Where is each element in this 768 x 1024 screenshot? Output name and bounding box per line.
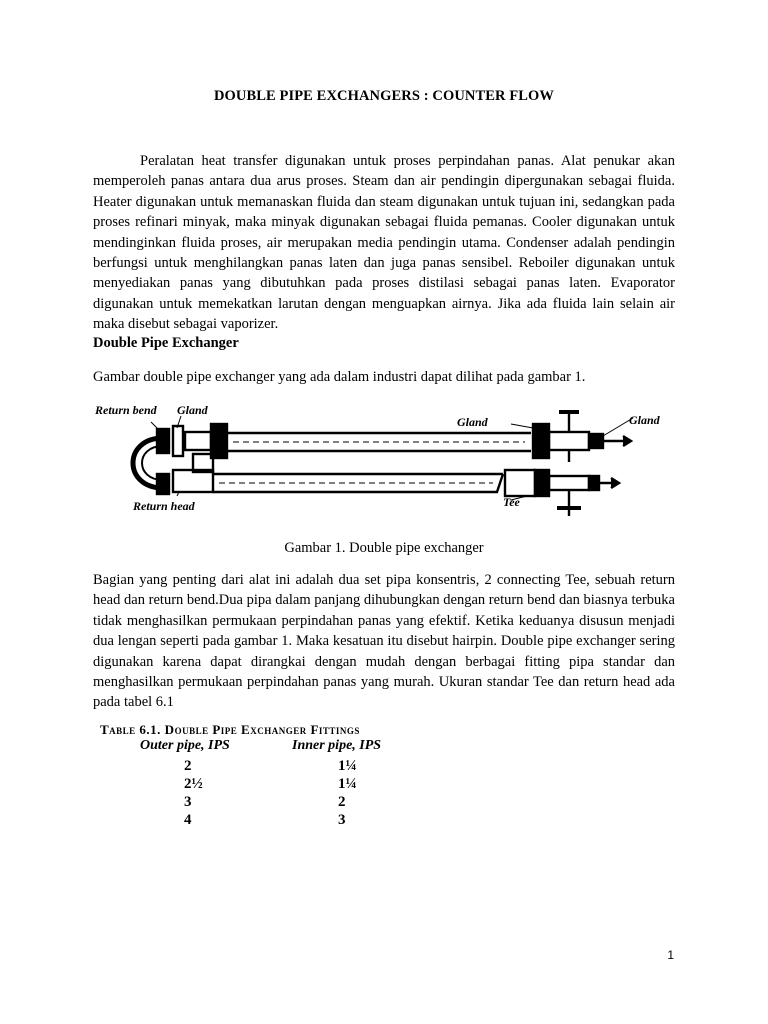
fittings-table	[100, 722, 480, 832]
section-heading: Double Pipe Exchanger	[93, 335, 239, 351]
figure-intro-paragraph: Gambar double pipe exchanger yang ada dalam industri dapat dilihat pada gambar 1.	[93, 369, 586, 385]
table-header-inner: Inner pipe, IPS	[292, 738, 382, 753]
label-return-head: Return head	[133, 499, 195, 513]
intro-paragraph: Peralatan heat transfer digunakan untuk proses perpindahan panas. Alat penukar akan memperoleh panas antara dua arus proses. Steam dan air pendingin dipergunakan sebagai fluida. Heater digunakan untuk memanaskan fluida dan steam digunakan untuk tujuan ini, sedangkan pada proses refinari minyak, maka minyak digunakan sebagai fluida pemanas. Cooler digunakan untuk mendinginkan fluida proses, air merupakan media pendingin utama. Condenser adalah pendingin berfungsi untuk menghilangkan panas laten dan juga panas sensibel. Reboiler digunakan untuk menyediakan panas yang dibutuhkan pada proses distilasi sebagai panas laten. Evaporator digunakan untuk memekatkan larutan dengan menguapkan airnya. Jika ada fluida lain selain air maka disebut sebagai vaporizer.	[93, 153, 675, 333]
label-gland-right: Gland	[629, 413, 660, 427]
table-cell-inner: 1¼	[338, 758, 357, 774]
label-gland-left: Gland	[177, 403, 208, 417]
figure-caption: Gambar 1. Double pipe exchanger	[284, 540, 484, 556]
table-header-outer: Outer pipe, IPS	[140, 738, 230, 753]
table-cell-inner: 3	[338, 812, 346, 828]
table-cell-inner: 2	[338, 794, 346, 810]
table-cell-outer: 2	[184, 758, 192, 774]
description-paragraph: Bagian yang penting dari alat ini adalah dua set pipa konsentris, 2 connecting Tee, sebuah return head dan return bend.Dua pipa dalam panjang dihubungkan dengan return bend dan biasnya terbuka tidak menghasilkan permukaan perpindahan panas yang efektif. Ketika keduanya disusun menjadi dua lengan seperti pada gambar 1. Maka kesatuan itu disebut hairpin. Double pipe exchanger sering digunakan karena dapat dirangkai dengan mudah dengan berbagai fitting pipa standar dan menghasilkan permukaan perpindahan panas yang murah. Ukuran standar Tee dan return head ada pada tabel 6.1	[93, 572, 675, 711]
table-cell-inner: 1¼	[338, 776, 357, 792]
label-gland-mid: Gland	[457, 415, 488, 429]
table-cell-outer: 3	[184, 794, 192, 810]
label-tee: Tee	[503, 495, 520, 509]
page-title: DOUBLE PIPE EXCHANGERS : COUNTER FLOW	[213, 88, 555, 104]
table-cell-outer: 4	[184, 812, 192, 828]
table-title: Table 6.1. Double Pipe Exchanger Fittings	[100, 722, 360, 737]
label-return-bend: Return bend	[95, 403, 157, 417]
table-cell-outer: 2½	[184, 776, 203, 792]
double-pipe-exchanger-figure	[93, 396, 675, 526]
page-number: 1	[667, 948, 674, 962]
